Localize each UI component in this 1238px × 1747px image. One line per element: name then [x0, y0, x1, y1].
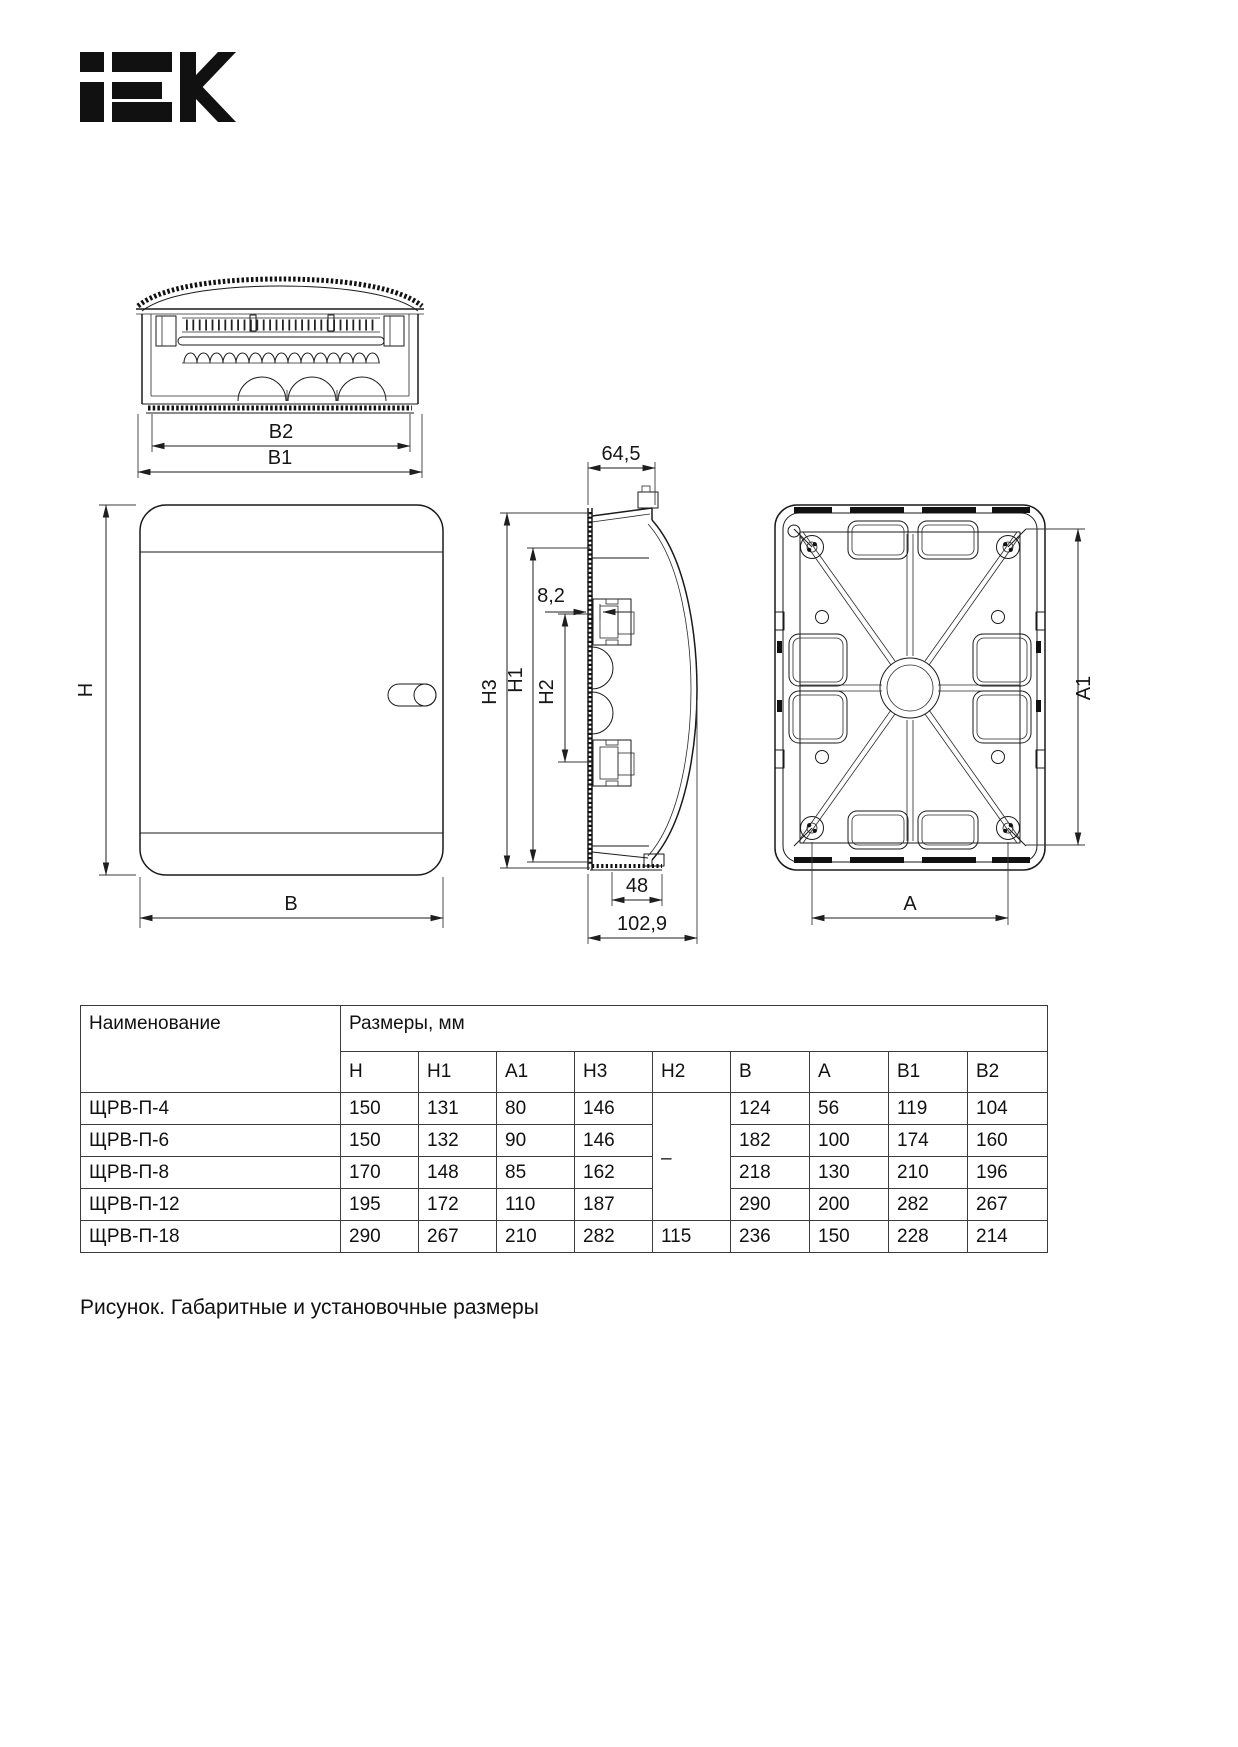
dim-label-clip-offset: 8,2	[537, 585, 565, 607]
side-view-drawing	[588, 486, 697, 870]
cell: 115	[653, 1221, 731, 1253]
table-row	[81, 1189, 1048, 1221]
top-view-dimensions	[138, 414, 422, 478]
dim-label-h3: H3	[479, 679, 501, 705]
back-view-dimensions	[812, 529, 1095, 925]
subheader-a1: A1	[497, 1052, 575, 1093]
cell: 214	[968, 1221, 1048, 1253]
model-name: ЩРВ-П-6	[81, 1125, 341, 1157]
cell: 110	[497, 1189, 575, 1221]
cell: 218	[731, 1157, 810, 1189]
table-row	[81, 1221, 1048, 1253]
subheader-b2: B2	[968, 1052, 1048, 1093]
table-row	[81, 1125, 1048, 1157]
cell: 80	[497, 1093, 575, 1125]
dim-label-base-depth: 48	[625, 875, 649, 897]
cell: 146	[575, 1093, 653, 1125]
column-header-name: Наименование	[81, 1006, 341, 1093]
cell: 267	[968, 1189, 1048, 1221]
cell-h2-merged: –	[653, 1093, 731, 1221]
dim-label-b2: B2	[268, 421, 294, 443]
subheader-a: A	[810, 1052, 889, 1093]
dim-label-a: A	[903, 893, 917, 915]
model-name: ЩРВ-П-12	[81, 1189, 341, 1221]
dim-label-a1: A1	[1073, 675, 1095, 701]
model-name: ЩРВ-П-4	[81, 1093, 341, 1125]
cell: 290	[731, 1189, 810, 1221]
cell: 131	[419, 1093, 497, 1125]
dim-label-h2: H2	[536, 679, 558, 705]
cell: 132	[419, 1125, 497, 1157]
model-name: ЩРВ-П-18	[81, 1221, 341, 1253]
cell: 148	[419, 1157, 497, 1189]
front-view-dimensions	[75, 505, 443, 928]
cell: 104	[968, 1093, 1048, 1125]
dim-label-h1: H1	[505, 667, 527, 693]
front-view-drawing	[140, 505, 443, 875]
cell: 195	[341, 1189, 419, 1221]
subheader-b: B	[731, 1052, 810, 1093]
cell: 228	[889, 1221, 968, 1253]
dimensions-table	[80, 1005, 1048, 1253]
dim-label-total-depth: 102,9	[616, 913, 668, 935]
cell: 160	[968, 1125, 1048, 1157]
subheader-h1: H1	[419, 1052, 497, 1093]
subheader-h: H	[341, 1052, 419, 1093]
dim-label-b1: B1	[267, 447, 293, 469]
dim-label-h: H	[75, 682, 97, 698]
cell: 187	[575, 1189, 653, 1221]
cell: 172	[419, 1189, 497, 1221]
subheader-b1: B1	[889, 1052, 968, 1093]
subheader-h3: H3	[575, 1052, 653, 1093]
back-view-drawing	[775, 505, 1045, 870]
cell: 282	[889, 1189, 968, 1221]
subheader-h2: H2	[653, 1052, 731, 1093]
model-name: ЩРВ-П-8	[81, 1157, 341, 1189]
cell: 146	[575, 1125, 653, 1157]
cell: 290	[341, 1221, 419, 1253]
cell: 182	[731, 1125, 810, 1157]
table-row	[81, 1157, 1048, 1189]
table-header-row	[81, 1006, 1048, 1052]
cell: 210	[889, 1157, 968, 1189]
cell: 236	[731, 1221, 810, 1253]
cell: 200	[810, 1189, 889, 1221]
cell: 85	[497, 1157, 575, 1189]
dim-label-b: B	[284, 893, 298, 915]
column-header-sizes: Размеры, мм	[341, 1006, 1048, 1052]
cell: 119	[889, 1093, 968, 1125]
cell: 100	[810, 1125, 889, 1157]
cell: 170	[341, 1157, 419, 1189]
cell: 150	[341, 1125, 419, 1157]
cell: 130	[810, 1157, 889, 1189]
cell: 196	[968, 1157, 1048, 1189]
cell: 124	[731, 1093, 810, 1125]
table-row	[81, 1093, 1048, 1125]
cell: 150	[810, 1221, 889, 1253]
cell: 56	[810, 1093, 889, 1125]
dim-label-depth: 64,5	[601, 443, 641, 465]
cell: 150	[341, 1093, 419, 1125]
cell: 267	[419, 1221, 497, 1253]
iek-logo	[80, 52, 236, 122]
cell: 90	[497, 1125, 575, 1157]
cell: 282	[575, 1221, 653, 1253]
figure-caption: Рисунок. Габаритные и установочные размеры	[80, 1296, 539, 1319]
cell: 174	[889, 1125, 968, 1157]
top-view-drawing	[136, 279, 424, 413]
cell: 210	[497, 1221, 575, 1253]
cell: 162	[575, 1157, 653, 1189]
